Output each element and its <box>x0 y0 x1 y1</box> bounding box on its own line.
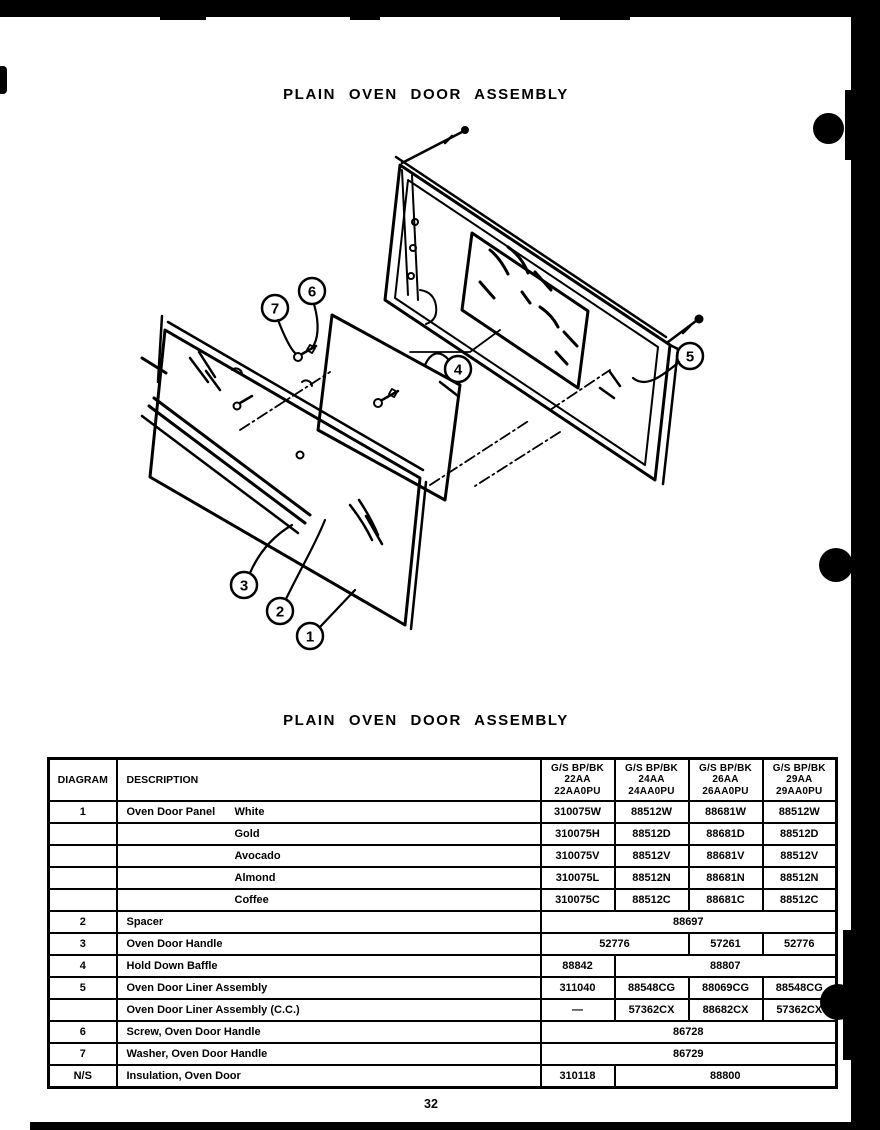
alignment-lines <box>240 370 610 486</box>
cell-part-number: 88512W <box>615 801 689 823</box>
cell-part-number: 88681V <box>689 845 763 867</box>
scan-edge-right <box>851 14 880 1124</box>
cell-part-number: 86729 <box>541 1043 837 1065</box>
cell-diagram-number: 2 <box>49 911 117 933</box>
screw-icon <box>234 396 253 410</box>
door-handle <box>142 358 310 533</box>
cell-diagram-number <box>49 999 117 1021</box>
cell-part-number: 88800 <box>615 1065 837 1088</box>
table-row <box>49 999 837 1021</box>
cell-part-number: 88548CG <box>763 977 837 999</box>
table-row <box>49 845 837 867</box>
cell-part-number: 52776 <box>763 933 837 955</box>
cell-part-number: 88681N <box>689 867 763 889</box>
cell-part-number: 57362CX <box>763 999 837 1021</box>
cell-part-number: 86728 <box>541 1021 837 1043</box>
cell-color-variant: Almond <box>234 872 276 884</box>
cell-part-number: 88512V <box>763 845 837 867</box>
col-header-description: DESCRIPTION <box>117 759 541 802</box>
col-header-model-1: G/S BP/BK 22AA 22AA0PU <box>541 759 615 802</box>
callout-5 <box>677 343 703 369</box>
scan-edge-top <box>0 0 880 17</box>
svg-text:4: 4 <box>453 361 463 379</box>
scan-edge-notch <box>350 17 380 20</box>
cell-diagram-number <box>49 867 117 889</box>
reflection-marks <box>480 247 577 364</box>
scan-edge-bottom <box>30 1122 880 1130</box>
cell-part-number: 310075L <box>541 867 615 889</box>
cell-color-variant: Gold <box>234 828 260 840</box>
cell-description: Screw, Oven Door Handle <box>117 1021 541 1043</box>
cell-part-number: 310075V <box>541 845 615 867</box>
cell-part-number: 88512W <box>763 801 837 823</box>
table-row <box>49 867 837 889</box>
cell-part-number: 88069CG <box>689 977 763 999</box>
cell-description <box>117 867 541 889</box>
cell-diagram-number: N/S <box>49 1065 117 1088</box>
cell-part-number: 88512V <box>615 845 689 867</box>
table-row <box>49 801 837 823</box>
cell-part-number: 88512C <box>763 889 837 911</box>
cell-diagram-number <box>49 823 117 845</box>
svg-text:2: 2 <box>275 603 285 621</box>
cell-part-number: 88681W <box>689 801 763 823</box>
callout-6 <box>299 278 325 304</box>
cell-diagram-number: 4 <box>49 955 117 977</box>
cell-part-number: — <box>541 999 615 1021</box>
cell-description <box>117 845 541 867</box>
cell-part-number: 310118 <box>541 1065 615 1088</box>
cell-description <box>117 823 541 845</box>
cell-part-number: 88512C <box>615 889 689 911</box>
cell-description: Insulation, Oven Door <box>117 1065 541 1088</box>
oven-door-panel <box>142 316 426 629</box>
cell-part-number: 88842 <box>541 955 615 977</box>
callout-7 <box>262 295 288 321</box>
table-row <box>49 955 837 977</box>
screw-icon <box>668 315 703 342</box>
cell-description: Oven Door Liner Assembly (C.C.) <box>117 999 541 1021</box>
col-header-model-3: G/S BP/BK 26AA 26AA0PU <box>689 759 763 802</box>
cell-part-number: 88512D <box>615 823 689 845</box>
table-row <box>49 977 837 999</box>
cell-color-variant: Avocado <box>234 850 281 862</box>
cell-part-number: 52776 <box>541 933 689 955</box>
svg-text:5: 5 <box>685 348 695 366</box>
cell-description: Oven Door Panel White <box>117 801 541 823</box>
svg-text:1: 1 <box>305 628 315 646</box>
cell-part-number: 88807 <box>615 955 837 977</box>
cell-part-number: 88682CX <box>689 999 763 1021</box>
door-liner-panel <box>385 127 703 485</box>
cell-part-number: 57261 <box>689 933 763 955</box>
page-number: 32 <box>424 1097 438 1111</box>
svg-text:6: 6 <box>307 283 317 301</box>
table-row <box>49 1021 837 1043</box>
col-header-model-4: G/S BP/BK 29AA 29AA0PU <box>763 759 837 802</box>
cell-part-number: 88548CG <box>615 977 689 999</box>
table-row <box>49 823 837 845</box>
scan-edge-notch <box>560 17 630 20</box>
cell-diagram-number <box>49 889 117 911</box>
punch-hole-icon <box>813 113 844 144</box>
table-row <box>49 1043 837 1065</box>
cell-part-number: 88512N <box>763 867 837 889</box>
callout-4 <box>445 356 471 382</box>
parts-table <box>47 757 838 1089</box>
svg-text:7: 7 <box>270 300 280 318</box>
cell-part-number: 88681C <box>689 889 763 911</box>
screw-hole <box>297 452 304 459</box>
screw-icon <box>402 127 469 164</box>
callout-2 <box>267 598 293 624</box>
cell-diagram-number: 6 <box>49 1021 117 1043</box>
panel-marks <box>440 372 620 398</box>
callout-3 <box>231 572 257 598</box>
cell-part-number: 311040 <box>541 977 615 999</box>
cell-part-number: 88681D <box>689 823 763 845</box>
exploded-diagram-oven-door <box>140 120 760 665</box>
scan-edge-notch <box>160 17 206 20</box>
screw-icon <box>374 389 398 407</box>
col-header-model-2: G/S BP/BK 24AA 24AA0PU <box>615 759 689 802</box>
table-row <box>49 889 837 911</box>
cell-part-number: 88512N <box>615 867 689 889</box>
svg-text:3: 3 <box>239 577 249 595</box>
cell-diagram-number: 7 <box>49 1043 117 1065</box>
cell-part-number: 88697 <box>541 911 837 933</box>
cell-description: Hold Down Baffle <box>117 955 541 977</box>
table-row <box>49 1065 837 1088</box>
cell-color-variant: Coffee <box>234 894 269 906</box>
table-row <box>49 911 837 933</box>
cell-part-number: 310075H <box>541 823 615 845</box>
cell-part-number: 310075W <box>541 801 615 823</box>
cell-description: Spacer <box>117 911 541 933</box>
callout-1 <box>297 623 323 649</box>
cell-color-variant: White <box>234 806 265 818</box>
cell-diagram-number: 5 <box>49 977 117 999</box>
cell-diagram-number <box>49 845 117 867</box>
cell-part-number: 88512D <box>763 823 837 845</box>
punch-hole-icon <box>819 548 853 582</box>
cell-description: Oven Door Liner Assembly <box>117 977 541 999</box>
cell-part-number: 57362CX <box>615 999 689 1021</box>
cell-description <box>117 889 541 911</box>
table-row <box>49 933 837 955</box>
page-title: PLAIN OVEN DOOR ASSEMBLY <box>283 86 569 103</box>
table-header-row <box>49 759 837 802</box>
cell-description: Oven Door Handle <box>117 933 541 955</box>
table-title: PLAIN OVEN DOOR ASSEMBLY <box>283 712 569 729</box>
cell-description: Washer, Oven Door Handle <box>117 1043 541 1065</box>
col-header-diagram: DIAGRAM <box>49 759 117 802</box>
cell-part-number: 310075C <box>541 889 615 911</box>
cell-diagram-number: 3 <box>49 933 117 955</box>
cell-diagram-number: 1 <box>49 801 117 823</box>
